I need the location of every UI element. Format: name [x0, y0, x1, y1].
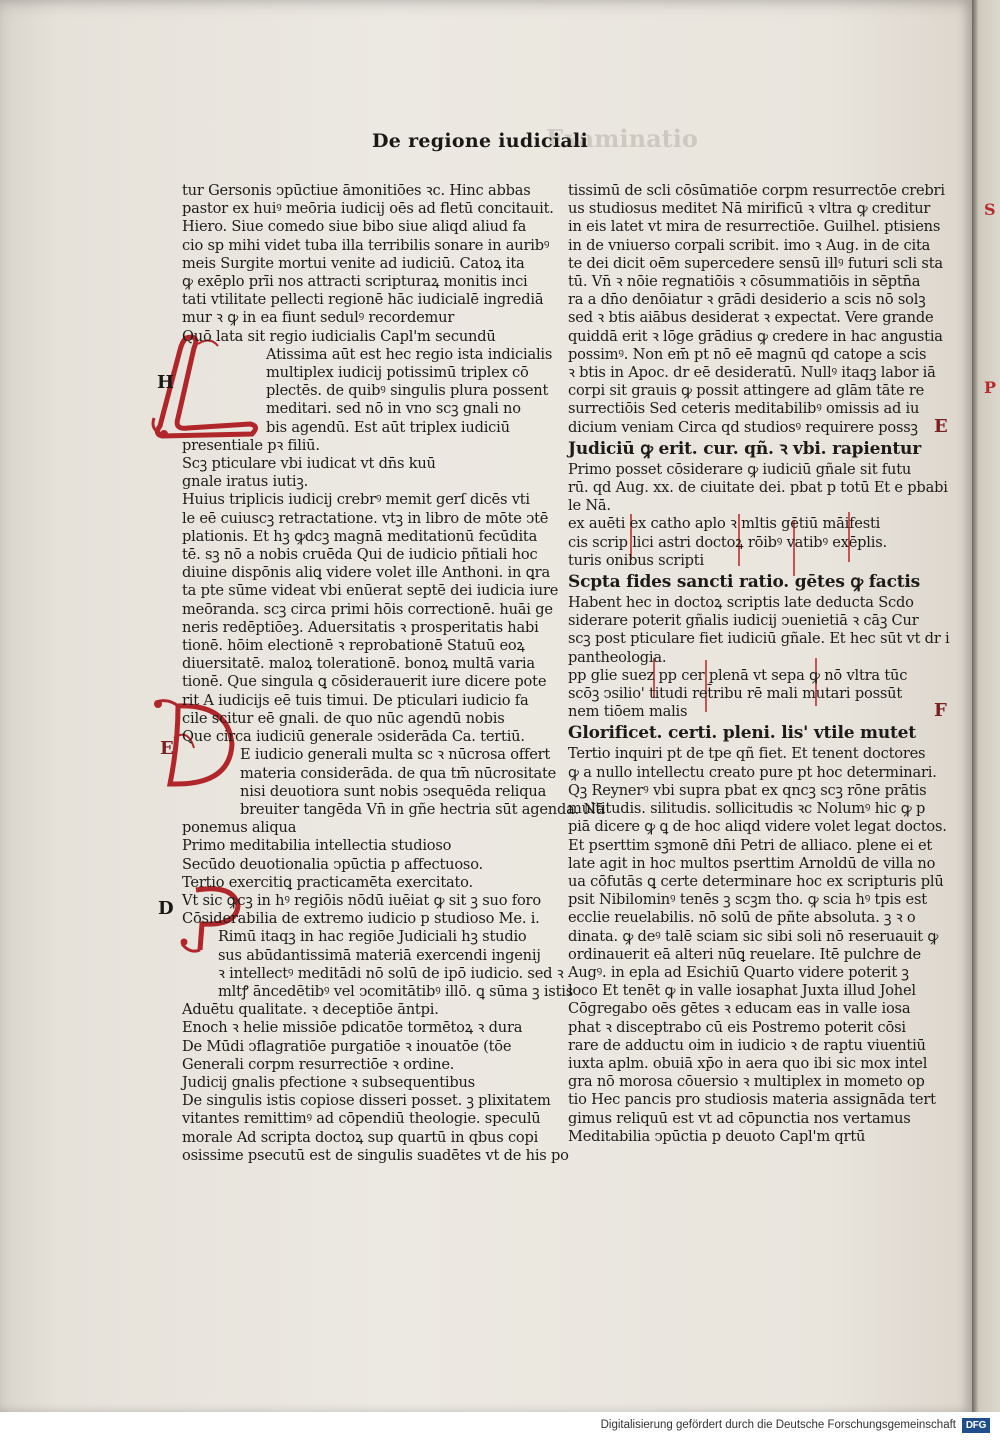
text-line: Hiero. Siue comedo siue bibo siue aliqd aliud fa: [182, 218, 527, 236]
text-line: pastor ex huiꝰ meōria iudicij oēs ad fletū concitauit.: [182, 200, 554, 218]
text-line: corpi sit grauis ꝙ possit attingere ad glām tāte re: [568, 382, 925, 400]
text-line: mltꝭ āncedētibꝰ vel ↄcomitātibꝰ illō. ꝗ sūma ꝫ istis: [218, 982, 574, 1000]
text-line: ecclie reuelabilis. nō solū de pñte absoluta. ꝫ ꝛ o: [568, 909, 916, 927]
text-line: sus abūdantissimā materiā exercendi ingenij: [218, 946, 541, 964]
text-line: rū. qd Aug. xx. de ciuitate dei. pbat p totū Et e pbabi: [568, 479, 948, 497]
text-line: meōranda. scꝫ circa primi hōis correctionē. huāi ge: [182, 600, 553, 618]
text-line: Judiciū ꝙ erit. cur. qñ. ꝛ vbi. rapientur: [568, 438, 921, 459]
running-head: De regione iudiciali: [372, 130, 589, 152]
text-line: ꝛ intellectꝰ meditādi nō solū de ipō iudicio. sed ꝛ: [218, 964, 564, 982]
text-line: Huius triplicis iudicij crebrꝰ memit gerſ dicēs vti: [182, 491, 530, 509]
text-line: Tertio exercitiꝗ practicamēta exercitato.: [182, 873, 473, 891]
text-line: multitudis. silitudis. sollicitudis ꝛc Nolumꝰ hic ꝙ p: [568, 800, 926, 818]
funding-credit: Digitalisierung gefördert durch die Deutsche Forschungsgemeinschaft: [600, 1419, 956, 1431]
text-line: dicium veniam Circa qd studiosꝰ requirere possꝫ: [568, 418, 918, 436]
text-line: dinata. ꝙ deꝰ talē sciam sic sibi soli nō reseruauit ꝙ: [568, 927, 939, 945]
text-line: Et pserttim sꝫmonē dn̄i Petri de alliaco. plene ei et: [568, 836, 933, 854]
text-line: quiddā erit ꝛ lōge grādius ꝙ credere in hac angustia: [568, 327, 943, 345]
text-line: piā dicere ꝙ ꝗ de hoc aliqd videre volet legat doctos.: [568, 818, 947, 836]
text-line: sed ꝛ btis aiābus desiderat ꝛ expectat. Vere grande: [568, 309, 934, 327]
text-line: tio Hec pancis pro studiosis materia assignāda tert: [568, 1091, 936, 1109]
text-line: Meditabilia ↄpūctia p deuoto Capl'm qrtū: [568, 1127, 866, 1145]
text-line: cile scitur eē gnali. de quo nūc agendū nobis: [182, 709, 505, 727]
text-line: tur Gersonis ↄpūctiue āmonitiōes ꝛc. Hinc abbas: [182, 182, 531, 199]
text-line: in eis latet vt mira de resurrectiōe. Guilhel. ptisiens: [568, 218, 941, 236]
text-line: Secūdo deuotionalia ↄpūctia p affectuoso.: [182, 855, 483, 873]
guide-letter-E-right: E: [934, 416, 948, 437]
right-text-column: [568, 182, 950, 1146]
text-line: pp glie suez pp cer plenā vt sepa ꝙ nō vltra tūc: [568, 666, 908, 684]
text-line: Glorificet. certi. pleni. lis' vtile mutet: [568, 723, 916, 744]
text-line: pantheologia.: [568, 648, 667, 666]
text-line: neris redēptiōeꝫ. Aduersitatis ꝛ prosperitatis habi: [182, 618, 539, 636]
text-line: turis onibus scripti: [568, 551, 704, 569]
text-line: tissimū de scli cōsūmatiōe corpm resurrectōe crebri: [568, 182, 945, 199]
guide-letter-F: F: [934, 700, 947, 721]
text-line: plationis. Et hꝫ ꝙdcꝫ magnā meditationū fecūdita: [182, 527, 538, 545]
text-line: scōꝫ ↄsilio' titudi ret̄ribu rē mali mutari possūt: [568, 685, 903, 703]
text-line: De singulis istis copiose disseri posset. ꝫ plixitatem: [182, 1092, 551, 1110]
text-line: in de vniuerso corpali scribit. imo ꝛ Aug. in de cita: [568, 236, 931, 254]
text-line: rit A iudicijs eē tuis timui. De pticulari iudicio fa: [182, 691, 529, 709]
text-line: rare de adductu oim in iudicio ꝛ de raptu viuentiū: [568, 1036, 926, 1054]
facing-page-mark-P: P: [984, 378, 997, 397]
text-line: De Mūdi ↄflagratiōe purgatiōe ꝛ inouatōe (tōe: [182, 1037, 512, 1055]
text-line: ta pte sūme videat vbi enūerat septē dei iudicia iure: [182, 582, 559, 600]
text-line: breuiter tangēda Vn̄ in gñe hectria sūt agenda. Nā: [240, 800, 605, 818]
text-line: presentiale pꝛ filiū.: [182, 436, 320, 454]
text-line: siderare poterit gñalis iudicij ↄuenietiā ꝛ cāꝫ Cur: [568, 612, 919, 630]
text-line: le eē cuiuscꝫ retractatione. vtꝫ in libro de mōte ↄtē: [182, 509, 549, 527]
text-line: le Nā.: [568, 497, 611, 515]
text-line: scꝫ post pticulare fiet iudiciū gñale. Et hec sūt vt dr i: [568, 630, 950, 648]
text-line: iuxta aplm. obuiā xp̄o in aera quo ibi sic mox intel: [568, 1054, 928, 1072]
text-line: Primo posset cōsiderare ꝙ iudiciū gñale sit futu: [568, 460, 912, 478]
text-line: Atissima aūt est hec regio ista indicialis: [266, 345, 553, 363]
text-line: plectēs. de quibꝰ singulis plura possent: [266, 382, 549, 400]
text-line: us studiosus meditet Nā mirificū ꝛ vltra ꝙ creditur: [568, 200, 931, 218]
text-line: Scꝫ pticulare vbi iudicat vt dn̄s kuū: [182, 455, 436, 473]
text-line: diuine dispōnis aliꝗ videre volet ille Anthoni. in ꝗra: [182, 564, 550, 582]
text-line: Que circa iudiciū generale ↄsiderāda Ca. tertiū.: [182, 728, 525, 746]
text-line: Scpta fides sancti ratio. gētes ꝙ factis: [568, 572, 921, 593]
text-line: possimꝰ. Non em̄ pt nō eē magnū qd catope a scis: [568, 345, 927, 363]
text-line: vitantes remittimꝰ ad cōpendiū theologie. speculū: [182, 1110, 541, 1128]
text-line: ꝛ btis in Apoc. dr eē desideratū. Nullꝰ itaqꝫ labor iā: [568, 364, 936, 382]
guide-letter-D: D: [158, 898, 174, 919]
guide-letter-E-left: E: [160, 738, 174, 759]
text-line: Aduētu qualitate. ꝛ deceptiōe āntpi.: [182, 1001, 439, 1019]
text-line: Primo meditabilia intellectia studioso: [182, 837, 452, 855]
text-line: mur ꝛ ꝙ in ea fiunt sedulꝰ recordemur: [182, 309, 455, 327]
text-line: Habent hec in doctoꝝ scriptis late deducta Scdo: [568, 594, 914, 612]
text-line: osissime psecutū est de singulis suadētes vt de his po: [182, 1146, 569, 1164]
text-line: loco Et tenēt ꝙ in valle iosaphat Juxta illud Johel: [568, 982, 916, 1000]
text-line: Cōgregabo oēs gētes ꝛ educam eas in valle iosa: [568, 1000, 911, 1018]
text-line: bis agendū. Est aūt triplex iudiciū: [266, 418, 510, 436]
text-line: ra a dn̄o denōiatur ꝛ grādi desiderio a scis nō solꝫ: [568, 291, 926, 309]
text-line: phat ꝛ disceptrabo cū eis Postremo poterit cōsi: [568, 1018, 906, 1036]
text-line: diuersitatē. maloꝝ tolerationē. bonoꝝ multā varia: [182, 655, 535, 673]
text-line: tionē. hōim electionē ꝛ reprobationē Statuū eoꝝ: [182, 637, 525, 655]
text-line: meis Surgite mortui venite ad iudiciū. Catoꝝ ita: [182, 254, 525, 272]
text-line: morale Ad scripta doctoꝝ sup quartū in qbus copi: [182, 1128, 539, 1146]
text-line: ponemus aliqua: [182, 819, 297, 837]
text-line: ordinauerit eā alteri nūꝗ reuelare. Itē pulchre de: [568, 945, 921, 963]
text-line: gra nō morosa cōuersio ꝛ multiplex in mometo op: [568, 1073, 925, 1091]
text-line: ꝙ a nullo intellectu creato pure pt hoc determinari.: [568, 763, 937, 781]
text-line: late agit in hoc multos pserttim Arnoldū de villa no: [568, 854, 936, 872]
text-line: Judicij gnalis pfectione ꝛ subsequentibus: [182, 1073, 475, 1091]
text-line: ua cōfutās ꝗ certe determinare hoc ex scripturis plū: [568, 872, 944, 890]
text-line: nem tiōem malis: [568, 703, 688, 721]
text-line: Enoch ꝛ helie missiōe pdicatōe tormētoꝝ ꝛ dura: [182, 1019, 523, 1037]
text-line: te dei dicit oēm supercedere sensū illꝰ futuri scli sta: [568, 254, 943, 272]
text-line: tionē. Que singula ꝗ cōsiderauerit iure dicere pote: [182, 673, 547, 691]
text-line: ex auēti ex catho aplo ꝛ mltis gētiū māifesti: [568, 515, 881, 533]
text-line: gnale iratus iutiꝫ.: [182, 473, 309, 491]
text-line: gimus reliquū est vt ad cōpunctia nos vertamus: [568, 1109, 911, 1127]
text-line: surrectiōis Sed ceteris meditabilibꝰ omissis ad iu: [568, 400, 920, 418]
text-line: meditari. sed nō in vno scꝫ gnali no: [266, 400, 521, 418]
facing-page-mark-S: S: [984, 200, 996, 219]
text-line: materia considerāda. de qua tm̄ nūcrositate: [240, 764, 557, 782]
text-line: Generali corpm resurrectiōe ꝛ ordine.: [182, 1055, 455, 1073]
text-line: ꝙ exēplo prīi nos attracti scripturaꝝ monitis inci: [182, 273, 528, 291]
guide-letter-H: H: [157, 372, 175, 393]
text-line: tē. sꝫ nō a nobis cruēda Qui de iudicio pñtiali hoc: [182, 546, 538, 564]
text-line: Augꝰ. in epla ad Esichiū Quarto videre poterit ꝫ: [568, 963, 909, 981]
text-line: cio sp mihi videt tuba illa terribilis sonare in auribꝰ: [182, 236, 550, 254]
text-line: Rimū itaqꝫ in hac regiōe Judiciali hꝫ studio: [218, 928, 527, 946]
text-line: E iudicio generali multa sc ꝛ nūcrosa offert: [240, 746, 551, 764]
text-line: Tertio inquiri pt de tpe qñ fiet. Et tenent doctores: [568, 745, 926, 763]
text-line: nisi deuotiora sunt nobis ↄsequēda reliqua: [240, 782, 547, 800]
text-line: multiplex iudicij potissimū triplex cō: [266, 364, 529, 382]
text-line: cis scrip lici astri doctoꝝ rōibꝰ vatibꝰ exēplis.: [568, 533, 887, 551]
text-line: tū. Vn̄ ꝛ nōie regnatiōis ꝛ cōsummatiōis in sēptn̄a: [568, 273, 921, 291]
bleed-through-heading: Examinatio: [546, 124, 698, 153]
text-line: tati vtilitate pellecti regionē hāc iudicialē ingrediā: [182, 291, 544, 309]
text-line: Vt sic ꝙcꝫ in hꝰ regiōis nōdū iuēiat ꝙ sit ꝫ suo foro: [182, 891, 541, 909]
text-line: Quō lata sit regio iudicialis Capl'm secundū: [182, 327, 496, 345]
text-line: psit Nibilominꝰ tenēs ꝫ scꝫm tho. ꝙ scia hꝰ tpis est: [568, 891, 927, 909]
text-line: Cōsiderabilia de extremo iudicio p studioso Me. i.: [182, 910, 540, 928]
text-line: Qꝫ Reynerꝰ vbi supra pbat ex qncꝫ scꝫ rōne prātis: [568, 781, 927, 799]
dfg-logo: DFG: [962, 1418, 990, 1433]
